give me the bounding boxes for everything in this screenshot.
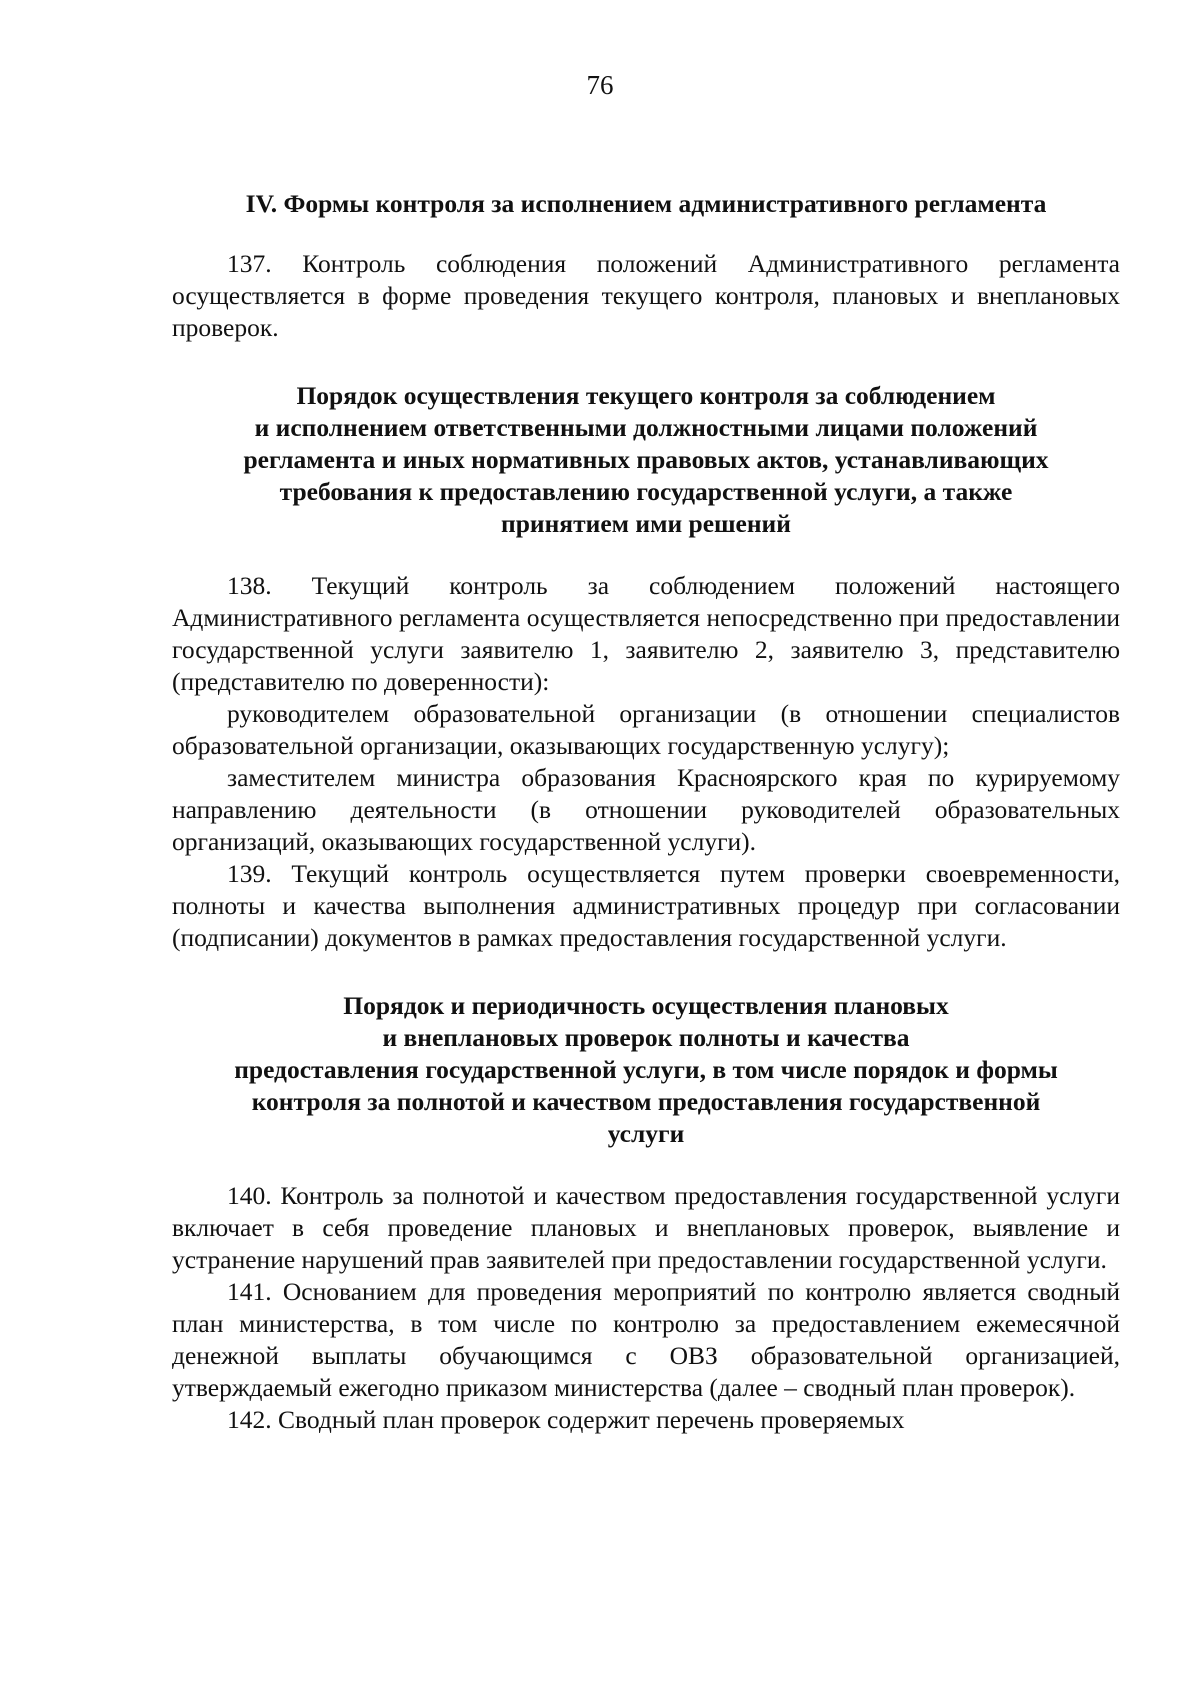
heading-line: принятием ими решений <box>501 509 791 538</box>
paragraph-140: 140. Контроль за полнотой и качеством предоставления государственной услуги включает в себя проведение плановых и внеплановых проверок, выявление и устранение нарушений прав заявителей при предоставлении государственной услуги. <box>172 1181 1120 1274</box>
section-title <box>172 188 1120 220</box>
heading-line: Порядок и периодичность осуществления плановых <box>343 991 949 1020</box>
page-number: 76 <box>586 70 614 100</box>
paragraph-142: 142. Сводный план проверок содержит перечень проверяемых <box>227 1405 905 1434</box>
heading-line: услуги <box>607 1119 685 1148</box>
paragraph-138-item-head-of-organization: руководителем образовательной организации (в отношении специалистов образовательной организации, оказывающих государственную услугу); <box>172 699 1120 760</box>
paragraph-137: 137. Контроль соблюдения положений Административного регламента осуществляется в форме проведения текущего контроля, плановых и внеплановых проверок. <box>172 249 1120 342</box>
paragraph-138-item-deputy-minister: заместителем министра образования Красноярского края по курируемому направлению деятельности (в отношении руководителей образовательных организаций, оказывающих государственной услуги). <box>172 763 1120 856</box>
paragraph-139: 139. Текущий контроль осуществляется путем проверки своевременности, полноты и качества выполнения административных процедур при согласовании (подписании) документов в рамках предоставления государственной услуги. <box>172 859 1120 952</box>
subsection-heading-inspections <box>172 990 1120 1150</box>
heading-line: и исполнением ответственными должностными лицами положений <box>254 413 1038 442</box>
heading-line: контроля за полнотой и качеством предоставления государственной <box>251 1087 1041 1116</box>
subsection-heading-current-control <box>172 380 1120 540</box>
heading-line: регламента и иных нормативных правовых актов, устанавливающих <box>243 445 1049 474</box>
section-title-line: IV. Формы контроля за исполнением административного регламента <box>245 189 1047 218</box>
paragraph-138: 138. Текущий контроль за соблюдением положений настоящего Административного регламента осуществляется непосредственно при предоставлении государственной услуги заявителю 1, заявителю 2, заявителю 3, представителю (представителю по доверенности): <box>172 571 1120 696</box>
heading-line: предоставления государственной услуги, в том числе порядок и формы <box>234 1055 1058 1084</box>
document-body <box>172 188 1120 1436</box>
heading-line: Порядок осуществления текущего контроля за соблюдением <box>296 381 996 410</box>
heading-line: и внеплановых проверок полноты и качества <box>382 1023 910 1052</box>
paragraph-141: 141. Основанием для проведения мероприятий по контролю является сводный план министерства, в том числе по контролю за предоставлением ежемесячной денежной выплаты обучающимся с ОВЗ образовательной организацией, утверждаемый ежегодно приказом министерства (далее – сводный план проверок). <box>172 1277 1120 1402</box>
heading-line: требования к предоставлению государственной услуги, а также <box>279 477 1013 506</box>
